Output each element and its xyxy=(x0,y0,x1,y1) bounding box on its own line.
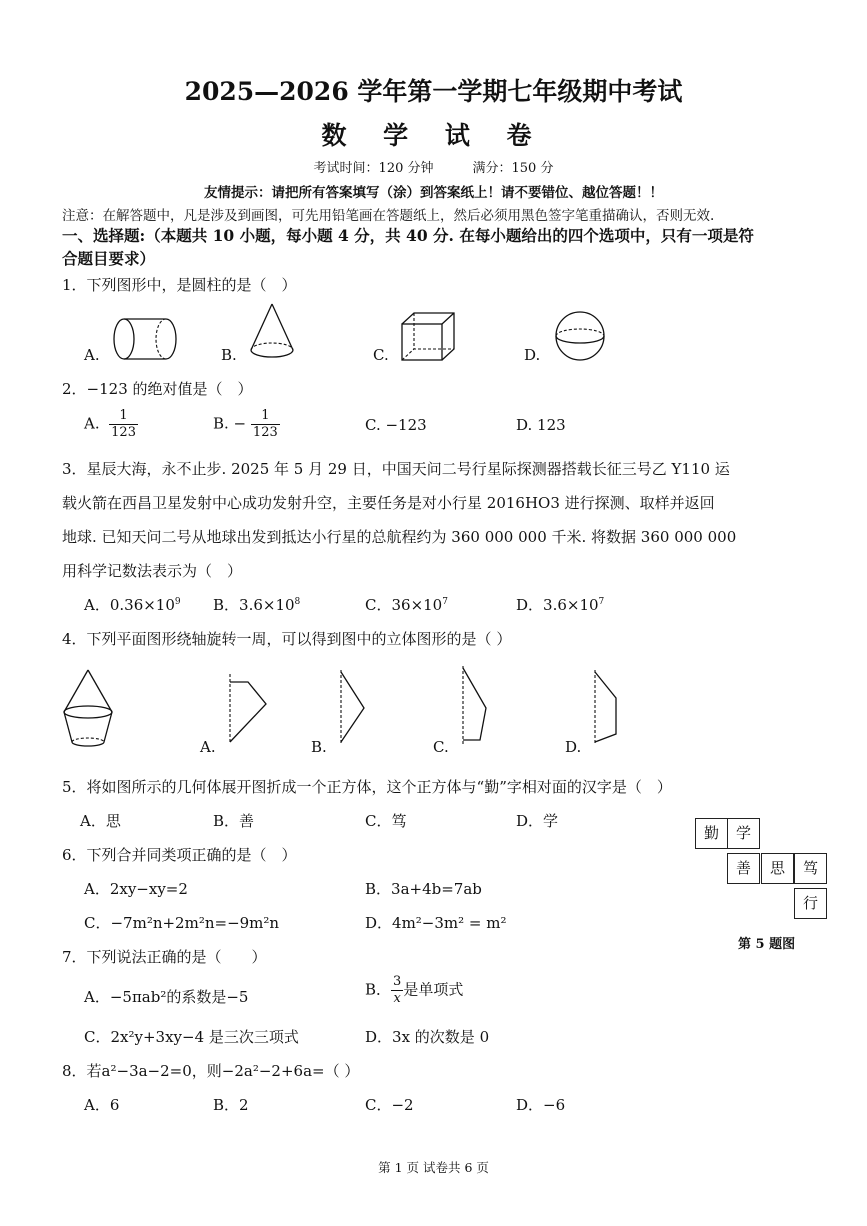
note-text: 注意：在解答题中，凡是涉及到画图，可先用铅笔画在答题纸上，然后必须用黑色签字笔重描确认，否则无效. xyxy=(62,208,715,224)
section-heading-line1: 一、选择题:（本题共 10 小题，每小题 4 分，共 40 分. 在每小题给出的四个选项中，只有一项是符 xyxy=(62,226,754,245)
q1-stem: 1．下列图形中，是圆柱的是（ ） xyxy=(62,276,297,294)
q2-option-d: D. 123 xyxy=(516,416,566,434)
q1-option-b-label: B. xyxy=(221,346,237,364)
q6-stem: 6．下列合并同类项正确的是（ ） xyxy=(62,846,297,864)
q2-stem: 2．−123 的绝对值是（ ） xyxy=(62,380,253,398)
q3-option-a: A．$0.36\times 10^9$ xyxy=(84,596,181,614)
q3-option-d: D．$3.6\times 10^7$ xyxy=(516,596,605,614)
q5-figure-caption: 第 5 题图 xyxy=(738,937,796,952)
q3-option-b: B．$3.6\times 10^8$ xyxy=(213,596,301,614)
q2-b-fraction: $\frac{1}{123}$ xyxy=(252,408,278,440)
q1-option-a-label: A. xyxy=(84,346,100,364)
q7-option-b: B． $\frac{3}{x}$ 是单项式 xyxy=(365,974,464,1006)
q1-option-c-label: C. xyxy=(373,346,389,364)
q5-option-a: A．思 xyxy=(80,812,121,830)
q7-option-d: D．3x 的次数是 0 xyxy=(365,1028,490,1046)
q2-option-c: C. −123 xyxy=(365,416,427,434)
q6-option-c: C．−7m²n+2m²n=−9m²n xyxy=(84,914,280,932)
q8-stem: 8．若a²−3a−2=0，则−2a²−2+6a=（ ） xyxy=(62,1062,360,1080)
q5-option-c: C．笃 xyxy=(365,812,407,830)
q5-option-d: D．学 xyxy=(516,812,559,830)
cone-frustum-solid-figure xyxy=(58,668,118,750)
q4-option-c-shape xyxy=(458,664,494,748)
q8-option-b: B．2 xyxy=(213,1096,249,1114)
net-cell-xing: 行 xyxy=(794,888,827,919)
q3-option-c: C．$36\times 10^7$ xyxy=(365,596,448,614)
net-cell-du: 笃 xyxy=(794,853,827,884)
q8-option-a: A．6 xyxy=(84,1096,120,1114)
q4-option-c-label: C. xyxy=(433,738,449,756)
q3-line2: 载火箭在西昌卫星发射中心成功发射升空，主要任务是对小行星 2016HO3 进行探测、取样并返回 xyxy=(62,494,715,512)
q6-option-a: A．2xy−xy=2 xyxy=(84,880,188,898)
q2-option-b: B. − $\frac{1}{123}$ xyxy=(213,408,278,440)
q4-option-d-label: D. xyxy=(565,738,582,756)
exam-meta: 考试时间：120 分钟 满分：150 分 xyxy=(313,161,554,176)
section-heading-line2: 合题目要求） xyxy=(62,249,156,268)
q4-option-d-shape xyxy=(590,668,624,748)
q4-option-b-label: B. xyxy=(311,738,327,756)
cone-figure xyxy=(246,302,298,362)
q6-option-b: B．3a+4b=7ab xyxy=(365,880,482,898)
q5-option-b: B．善 xyxy=(213,812,255,830)
q4-option-b-shape xyxy=(336,668,372,748)
sphere-figure xyxy=(552,310,608,362)
q5-stem: 5．将如图所示的几何体展开图折成一个正方体，这个正方体与“勤”字相对面的汉字是（ ） xyxy=(62,778,672,796)
net-cell-shan: 善 xyxy=(727,853,760,884)
q1-option-d-label: D. xyxy=(524,346,541,364)
subject-title: 数 学 试 卷 xyxy=(321,121,546,150)
q2-a-fraction: $\frac{1}{123}$ xyxy=(111,408,136,440)
exam-title: 2025—2026 学年第一学期七年级期中考试 xyxy=(184,77,683,106)
q7-b-fraction: $\frac{3}{x}$ xyxy=(393,974,402,1006)
q8-option-c: C．−2 xyxy=(365,1096,414,1114)
q8-option-d: D．−6 xyxy=(516,1096,566,1114)
q7-stem: 7．下列说法正确的是（ ） xyxy=(62,948,267,966)
q3-line3: 地球. 已知天问二号从地球出发到抵达小行星的总航程约为 360 000 000 千米. 将数据 360 000 000 xyxy=(62,528,737,546)
cube-figure xyxy=(398,310,460,362)
cylinder-figure xyxy=(110,316,182,362)
net-cell-si: 思 xyxy=(761,853,794,884)
q7-option-c: C．2x²y+3xy−4 是三次三项式 xyxy=(84,1028,299,1046)
q7-option-a: A．−5πab²的系数是−5 xyxy=(84,988,249,1006)
q3-line1: 3．星辰大海，永不止步. 2025 年 5 月 29 日，中国天问二号行星际探测器搭载长征三号乙 Y110 运 xyxy=(62,460,730,478)
q2-option-a: A. $\frac{1}{123}$ xyxy=(84,408,136,440)
q4-option-a-label: A. xyxy=(200,738,216,756)
q6-option-d: D．4m²−3m² = m² xyxy=(365,914,507,932)
net-cell-xue: 学 xyxy=(727,818,760,849)
q3-line4: 用科学记数法表示为（ ） xyxy=(62,562,243,580)
net-cell-qin: 勤 xyxy=(695,818,728,849)
q4-option-a-shape xyxy=(226,672,272,748)
page-footer: 第 1 页 试卷共 6 页 xyxy=(378,1160,489,1175)
friendly-tip: 友情提示：请把所有答案填写（涂）到答案纸上！请不要错位、越位答题！！ xyxy=(204,185,663,201)
q4-stem: 4．下列平面图形绕轴旋转一周，可以得到图中的立体图形的是（ ） xyxy=(62,630,512,648)
